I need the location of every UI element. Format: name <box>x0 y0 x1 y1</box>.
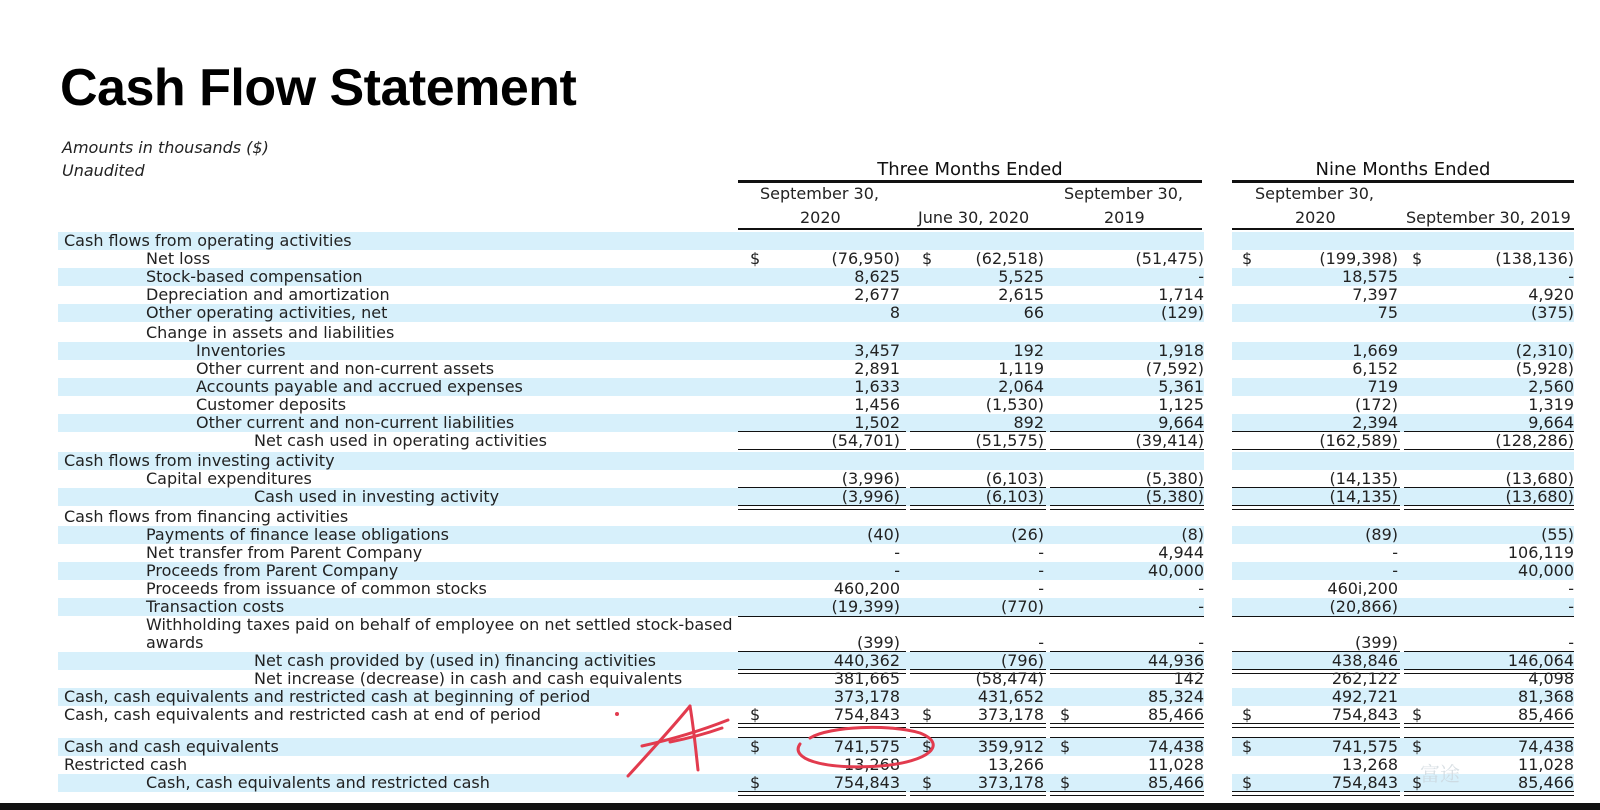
cell-value-col4: (14,135) <box>1329 487 1398 506</box>
dollar-sign: $ <box>750 773 761 792</box>
col2-header-b: June 30, 2020 <box>918 208 1030 227</box>
subtotal-rule <box>910 487 1046 488</box>
row-label: Cash flows from operating activities <box>64 231 352 250</box>
cell-value-col5: 74,438 <box>1518 737 1574 756</box>
cell-value-col2: 1,119 <box>998 359 1044 378</box>
total-double-rule <box>1050 723 1204 728</box>
cell-value-col4: 2,394 <box>1352 413 1398 432</box>
cell-value-col1: (76,950) <box>831 249 900 268</box>
row-label: Restricted cash <box>64 755 188 774</box>
cell-value-col5: (2,310) <box>1515 341 1574 360</box>
cell-value-col2: (62,518) <box>975 249 1044 268</box>
cell-value-col5: 4,920 <box>1528 285 1574 304</box>
cell-value-col2: (1,530) <box>985 395 1044 414</box>
cell-value-col5: (55) <box>1541 525 1574 544</box>
dollar-sign: $ <box>1242 705 1253 724</box>
cell-value-col4: 7,397 <box>1352 285 1398 304</box>
cell-value-col4: 13,268 <box>1342 755 1398 774</box>
row-label: Stock-based compensation <box>146 267 363 286</box>
cell-value-col4: 460i,200 <box>1327 579 1398 598</box>
cell-value-col1: 3,457 <box>854 341 900 360</box>
dollar-sign: $ <box>922 249 933 268</box>
total-double-rule <box>1232 723 1400 728</box>
cell-value-col5: 85,466 <box>1518 705 1574 724</box>
cell-value-col4: 741,575 <box>1331 737 1398 756</box>
subtotal-rule <box>1050 737 1204 738</box>
table-row <box>58 688 1574 706</box>
dollar-sign: $ <box>1242 249 1253 268</box>
table-row <box>58 232 1574 250</box>
subtotal-rule <box>1232 431 1400 432</box>
table-row <box>58 544 1574 562</box>
total-double-rule <box>738 723 906 728</box>
cell-value-col5: - <box>1568 579 1574 598</box>
cell-value-col4: (14,135) <box>1329 469 1398 488</box>
cell-value-col5: 4,098 <box>1528 669 1574 688</box>
cell-value-col2: 2,615 <box>998 285 1044 304</box>
cell-value-col3: - <box>1198 633 1204 652</box>
table-row <box>58 598 1574 616</box>
table-row <box>58 774 1574 792</box>
cell-value-col5: 81,368 <box>1518 687 1574 706</box>
cell-value-col3: 1,714 <box>1158 285 1204 304</box>
cell-value-col3: 1,918 <box>1158 341 1204 360</box>
cell-value-col3: - <box>1198 597 1204 616</box>
cell-value-col3: 85,466 <box>1148 705 1204 724</box>
row-shade-band <box>58 342 738 360</box>
row-label: Net cash used in operating activities <box>254 431 547 450</box>
table-row <box>58 304 1574 322</box>
cell-value-col2: 13,266 <box>988 755 1044 774</box>
cell-value-col1: 13,268 <box>844 755 900 774</box>
cell-value-col3: 9,664 <box>1158 413 1204 432</box>
table-row <box>58 342 1574 360</box>
subtotal-rule <box>738 431 906 432</box>
total-double-rule <box>1404 723 1574 728</box>
total-double-rule <box>910 723 1046 728</box>
dollar-sign: $ <box>922 705 933 724</box>
subtotal-rule <box>1404 651 1574 652</box>
table-row <box>58 488 1574 506</box>
cell-value-col4: 438,846 <box>1331 651 1398 670</box>
cell-value-col1: - <box>894 561 900 580</box>
row-label: Cash, cash equivalents and restricted cash at end of period <box>64 705 541 724</box>
dollar-sign: $ <box>1412 737 1423 756</box>
cell-value-col3: - <box>1198 579 1204 598</box>
cell-value-col5: (375) <box>1530 303 1574 322</box>
subtotal-rule <box>1232 737 1400 738</box>
subtotal-rule <box>910 737 1046 738</box>
cell-value-col1: (40) <box>867 525 900 544</box>
col3-header-a: September 30, <box>1064 184 1183 203</box>
cell-value-col1: 1,633 <box>854 377 900 396</box>
cell-value-col3: 44,936 <box>1148 651 1204 670</box>
cell-value-col5: - <box>1568 633 1574 652</box>
table-row <box>58 616 1574 634</box>
col1-header-b: 2020 <box>800 208 841 227</box>
row-label: Cash used in investing activity <box>254 487 500 506</box>
dollar-sign: $ <box>750 705 761 724</box>
cell-value-col5: 106,119 <box>1507 543 1574 562</box>
dollar-sign: $ <box>922 737 933 756</box>
cell-value-col1: (399) <box>856 633 900 652</box>
table-row <box>58 324 1574 342</box>
cell-value-col4: (199,398) <box>1319 249 1398 268</box>
cell-value-col2: - <box>1038 561 1044 580</box>
cell-value-col4: 492,721 <box>1331 687 1398 706</box>
row-shade-band <box>1232 232 1574 250</box>
bottom-bar <box>0 803 1600 810</box>
cell-value-col3: (7,592) <box>1145 359 1204 378</box>
table-row <box>58 738 1574 756</box>
cell-value-col4: 262,122 <box>1331 669 1398 688</box>
cell-value-col1: (19,399) <box>831 597 900 616</box>
table-row <box>58 580 1574 598</box>
dollar-sign: $ <box>1412 773 1423 792</box>
row-label: Proceeds from Parent Company <box>146 561 399 580</box>
table-row <box>58 652 1574 670</box>
cell-value-col4: 754,843 <box>1331 705 1398 724</box>
cell-value-col3: (8) <box>1181 525 1204 544</box>
cell-value-col3: 11,028 <box>1148 755 1204 774</box>
row-label: Net cash provided by (used in) financing activities <box>254 651 657 670</box>
row-label: Capital expenditures <box>146 469 312 488</box>
dollar-sign: $ <box>750 249 761 268</box>
cell-value-col5: 1,319 <box>1528 395 1574 414</box>
section-rule <box>1232 616 1574 617</box>
cell-value-col2: (58,474) <box>975 669 1044 688</box>
row-label: Accounts payable and accrued expenses <box>196 377 523 396</box>
subtotal-rule <box>910 651 1046 652</box>
three-months-rule <box>738 180 1202 183</box>
units-note: Amounts in thousands ($) <box>62 138 269 157</box>
cell-value-col2: - <box>1038 579 1044 598</box>
col5-header-b: September 30, 2019 <box>1406 208 1571 227</box>
cell-value-col3: 4,944 <box>1158 543 1204 562</box>
cell-value-col3: (5,380) <box>1145 469 1204 488</box>
cell-value-col4: 1,669 <box>1352 341 1398 360</box>
row-label: Cash flows from financing activities <box>64 507 349 526</box>
cell-value-col2: 359,912 <box>977 737 1044 756</box>
row-shade-band <box>738 232 1204 250</box>
total-double-rule <box>1232 791 1400 796</box>
row-label: awards <box>146 633 204 652</box>
cell-value-col3: 142 <box>1173 669 1204 688</box>
dollar-sign: $ <box>1060 705 1071 724</box>
col4-header-b: 2020 <box>1295 208 1336 227</box>
subtotal-rule <box>1050 431 1204 432</box>
cell-value-col3: - <box>1198 267 1204 286</box>
dollar-sign: $ <box>1060 737 1071 756</box>
cell-value-col5: 40,000 <box>1518 561 1574 580</box>
cell-value-col4: 6,152 <box>1352 359 1398 378</box>
row-label: Payments of finance lease obligations <box>146 525 450 544</box>
cell-value-col4: 75 <box>1377 303 1398 322</box>
total-double-rule <box>738 791 906 796</box>
col1-header-a: September 30, <box>760 184 879 203</box>
total-double-rule <box>910 791 1046 796</box>
col3-header-b: 2019 <box>1104 208 1145 227</box>
cell-value-col1: 373,178 <box>833 687 900 706</box>
row-label: Net increase (decrease) in cash and cash equivalents <box>254 669 683 688</box>
cell-value-col4: 754,843 <box>1331 773 1398 792</box>
row-label: Cash flows from investing activity <box>64 451 335 470</box>
row-label: Net transfer from Parent Company <box>146 543 423 562</box>
cell-value-col3: 1,125 <box>1158 395 1204 414</box>
cell-value-col1: 460,200 <box>833 579 900 598</box>
table-row <box>58 470 1574 488</box>
cell-value-col1: 1,456 <box>854 395 900 414</box>
row-label: Change in assets and liabilities <box>146 323 395 342</box>
row-label: Transaction costs <box>146 597 285 616</box>
cell-value-col5: 9,664 <box>1528 413 1574 432</box>
table-row <box>58 286 1574 304</box>
cell-value-col5: (138,136) <box>1495 249 1574 268</box>
table-row <box>58 268 1574 286</box>
cell-value-col3: (129) <box>1160 303 1204 322</box>
row-label: Inventories <box>196 341 286 360</box>
cell-value-col5: (13,680) <box>1505 487 1574 506</box>
dollar-sign: $ <box>1242 773 1253 792</box>
table-row <box>58 634 1574 652</box>
subtotal-rule <box>1050 651 1204 652</box>
cell-value-col5: 2,560 <box>1528 377 1574 396</box>
cell-value-col2: (6,103) <box>985 487 1044 506</box>
subtotal-rule <box>738 487 906 488</box>
cell-value-col3: (39,414) <box>1135 431 1204 450</box>
cell-value-col2: 192 <box>1013 341 1044 360</box>
cell-value-col2: 373,178 <box>977 705 1044 724</box>
table-row <box>58 396 1574 414</box>
total-double-rule <box>1050 791 1204 796</box>
table-row <box>58 706 1574 724</box>
total-double-rule <box>1404 791 1574 796</box>
cell-value-col2: 431,652 <box>977 687 1044 706</box>
table-row <box>58 670 1574 688</box>
cell-value-col2: (6,103) <box>985 469 1044 488</box>
cell-value-col2: 892 <box>1013 413 1044 432</box>
subtotal-rule <box>1404 487 1574 488</box>
cell-value-col2: 5,525 <box>998 267 1044 286</box>
cell-value-col2: 373,178 <box>977 773 1044 792</box>
cell-value-col1: 754,843 <box>833 773 900 792</box>
cell-value-col3: 5,361 <box>1158 377 1204 396</box>
row-label: Depreciation and amortization <box>146 285 390 304</box>
cell-value-col5: 146,064 <box>1507 651 1574 670</box>
cell-value-col2: 66 <box>1023 303 1044 322</box>
page-title: Cash Flow Statement <box>60 59 577 117</box>
row-label: Other current and non-current liabilities <box>196 413 515 432</box>
row-label: Net loss <box>146 249 211 268</box>
cell-value-col4: (399) <box>1354 633 1398 652</box>
subtotal-rule <box>738 651 906 652</box>
cell-value-col1: 381,665 <box>833 669 900 688</box>
col4-header-a: September 30, <box>1255 184 1374 203</box>
cell-value-col3: (5,380) <box>1145 487 1204 506</box>
cell-value-col3: 85,466 <box>1148 773 1204 792</box>
cell-value-col2: - <box>1038 543 1044 562</box>
table-row <box>58 378 1574 396</box>
dollar-sign: $ <box>1060 773 1071 792</box>
table-row <box>58 452 1574 470</box>
cell-value-col1: 8,625 <box>854 267 900 286</box>
cell-value-col4: 18,575 <box>1342 267 1398 286</box>
table-row <box>58 360 1574 378</box>
cell-value-col1: (54,701) <box>831 431 900 450</box>
row-label: Other operating activities, net <box>146 303 388 322</box>
cell-value-col5: - <box>1568 597 1574 616</box>
cell-value-col2: (796) <box>1000 651 1044 670</box>
cell-value-col2: - <box>1038 633 1044 652</box>
cell-value-col1: 2,677 <box>854 285 900 304</box>
cell-value-col1: (3,996) <box>841 469 900 488</box>
cell-value-col3: 40,000 <box>1148 561 1204 580</box>
table-row <box>58 562 1574 580</box>
cell-value-col4: - <box>1392 561 1398 580</box>
subtotal-rule <box>738 737 906 738</box>
subtotal-rule <box>1404 737 1574 738</box>
cell-value-col4: (20,866) <box>1329 597 1398 616</box>
dollar-sign: $ <box>1412 705 1423 724</box>
cell-value-col1: 754,843 <box>833 705 900 724</box>
cell-value-col2: (770) <box>1000 597 1044 616</box>
cell-value-col1: - <box>894 543 900 562</box>
cell-value-col1: 741,575 <box>833 737 900 756</box>
dollar-sign: $ <box>750 737 761 756</box>
header-bottom-rule-right <box>1232 228 1574 230</box>
row-label: Customer deposits <box>196 395 347 414</box>
row-shade-band <box>1232 452 1574 470</box>
dollar-sign: $ <box>1242 737 1253 756</box>
subtotal-rule <box>1232 487 1400 488</box>
three-months-header: Three Months Ended <box>877 159 1063 180</box>
cell-value-col1: 1,502 <box>854 413 900 432</box>
row-label: Cash, cash equivalents and restricted cash at beginning of period <box>64 687 591 706</box>
table-row <box>58 508 1574 526</box>
cell-value-col5: 11,028 <box>1518 755 1574 774</box>
subtotal-rule <box>1050 487 1204 488</box>
unaudited-note: Unaudited <box>62 161 145 180</box>
cell-value-col4: - <box>1392 543 1398 562</box>
cell-value-col1: (3,996) <box>841 487 900 506</box>
table-row <box>58 756 1574 774</box>
cell-value-col2: (51,575) <box>975 431 1044 450</box>
cell-value-col2: (26) <box>1011 525 1044 544</box>
cell-value-col1: 440,362 <box>833 651 900 670</box>
subtotal-rule <box>1232 651 1400 652</box>
cell-value-col1: 2,891 <box>854 359 900 378</box>
cell-value-col4: 719 <box>1367 377 1398 396</box>
cell-value-col5: (13,680) <box>1505 469 1574 488</box>
row-shade-band <box>738 452 1204 470</box>
cell-value-col4: (162,589) <box>1319 431 1398 450</box>
row-label: Withholding taxes paid on behalf of employee on net settled stock-based <box>146 615 733 634</box>
nine-months-rule <box>1232 180 1574 183</box>
cell-value-col1: 8 <box>889 303 900 322</box>
cell-value-col5: (5,928) <box>1515 359 1574 378</box>
table-row <box>58 432 1574 450</box>
dollar-sign: $ <box>1412 249 1423 268</box>
cell-value-col2: 2,064 <box>998 377 1044 396</box>
cell-value-col4: (89) <box>1365 525 1398 544</box>
table-row <box>58 526 1574 544</box>
cell-value-col3: 74,438 <box>1148 737 1204 756</box>
watermark: 富途 <box>1420 762 1460 786</box>
cell-value-col4: (172) <box>1354 395 1398 414</box>
subtotal-rule <box>1404 431 1574 432</box>
cell-value-col5: (128,286) <box>1495 431 1574 450</box>
cell-value-col5: - <box>1568 267 1574 286</box>
nine-months-header: Nine Months Ended <box>1315 159 1491 180</box>
table-row <box>58 414 1574 432</box>
cell-value-col5: 85,466 <box>1518 773 1574 792</box>
header-bottom-rule-left <box>738 228 1202 230</box>
row-label: Cash, cash equivalents and restricted cash <box>146 773 490 792</box>
table-row <box>58 250 1574 268</box>
cell-value-col3: (51,475) <box>1135 249 1204 268</box>
subtotal-rule <box>910 431 1046 432</box>
section-rule <box>738 616 1204 617</box>
row-label: Other current and non-current assets <box>196 359 495 378</box>
dollar-sign: $ <box>922 773 933 792</box>
row-label: Cash and cash equivalents <box>64 737 279 756</box>
cell-value-col3: 85,324 <box>1148 687 1204 706</box>
row-label: Proceeds from issuance of common stocks <box>146 579 487 598</box>
